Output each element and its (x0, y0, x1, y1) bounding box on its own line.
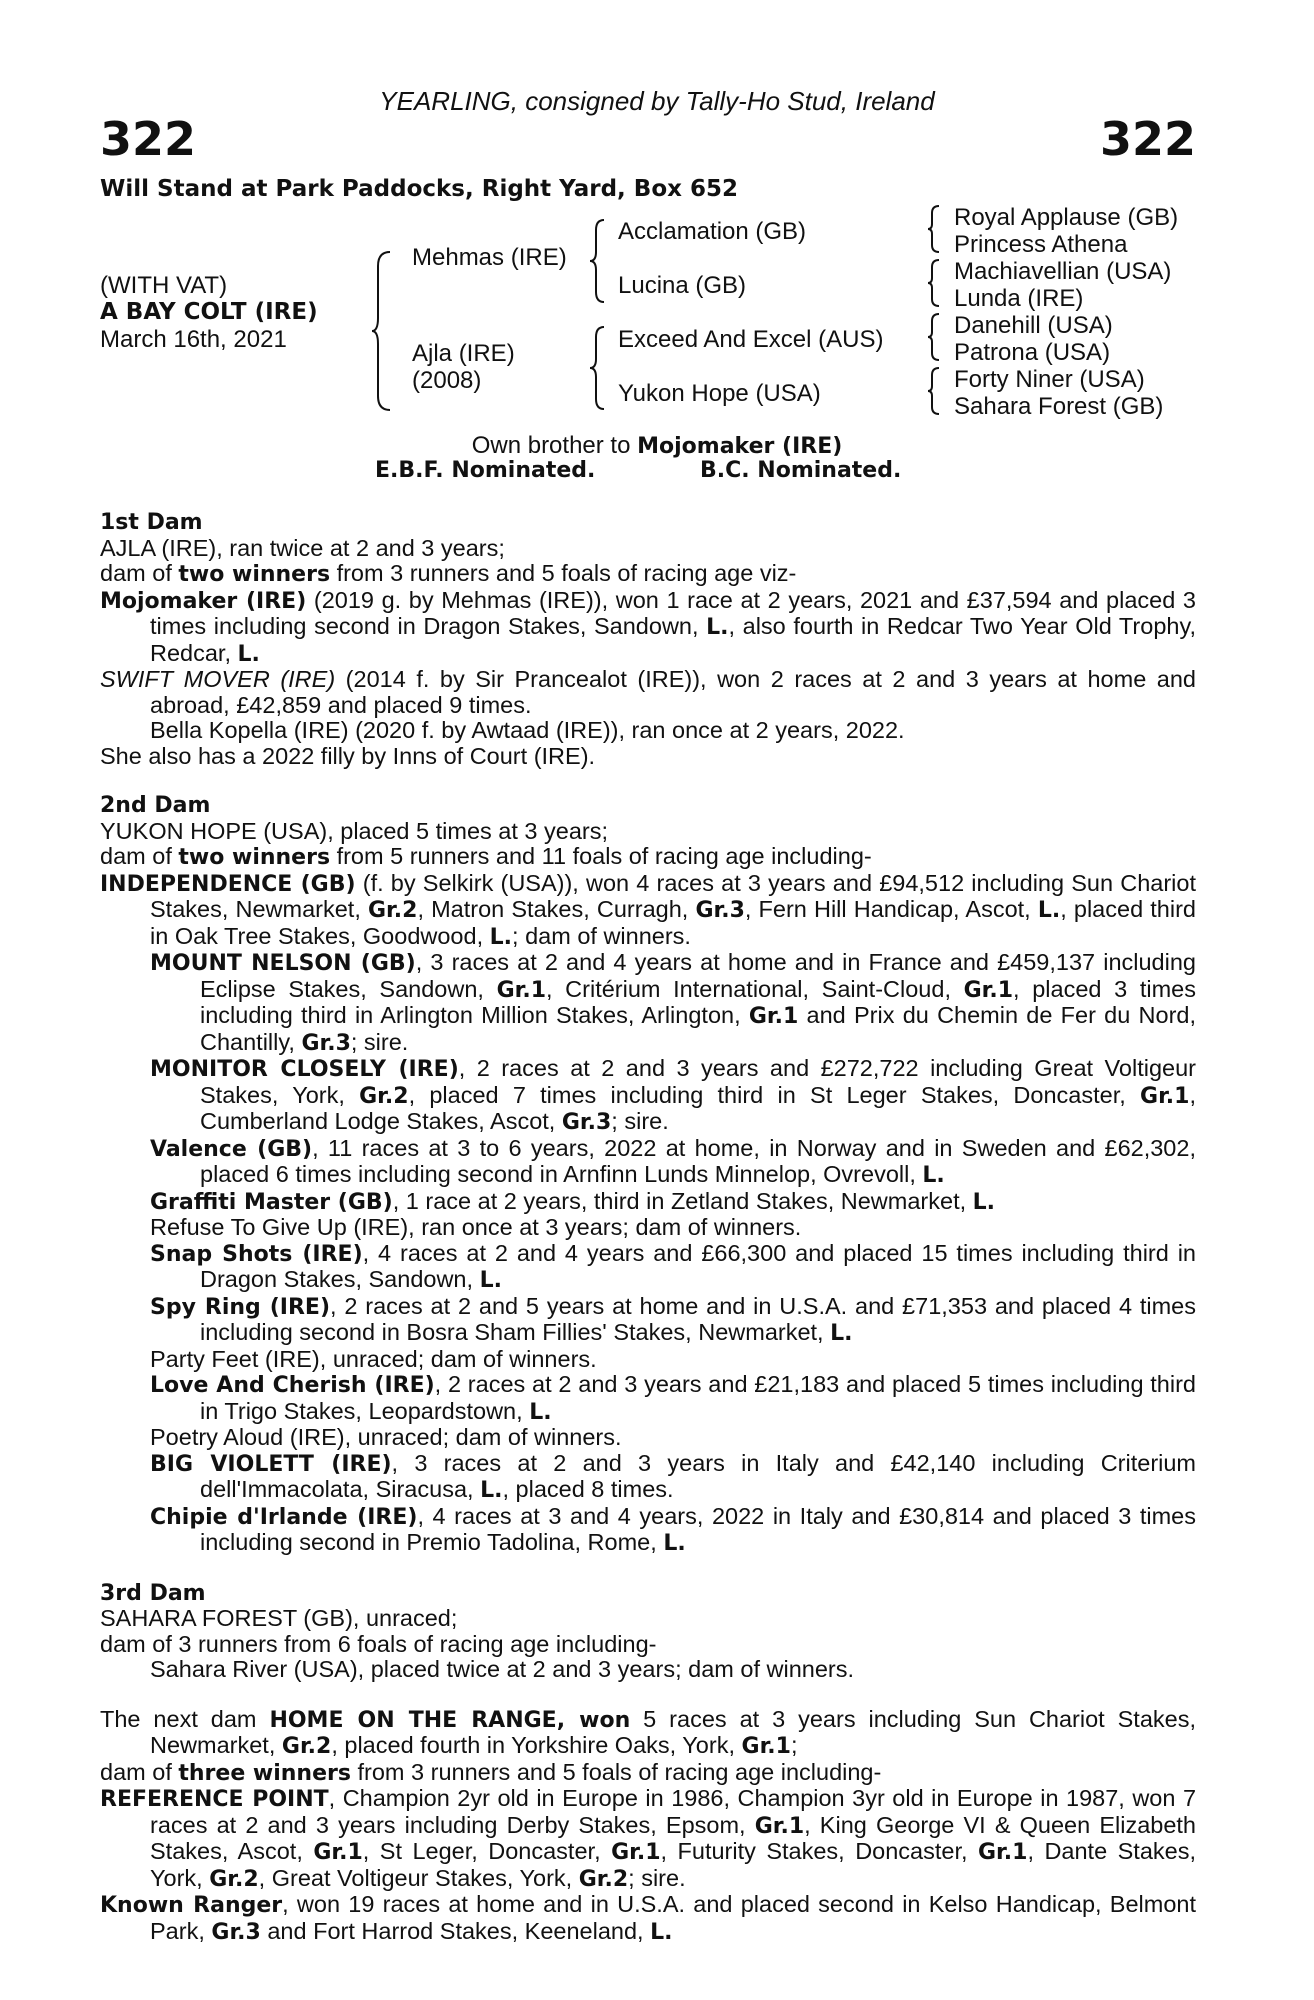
next-dam-paragraph: The next dam HOME ON THE RANGE, won 5 races at 3 years including Sun Chariot Stakes, Newmarket, Gr.2, placed fourth in Yorkshire Oaks, York, Gr.1; (100, 1705, 1197, 1759)
produce-sahara-river: Sahara River (USA), placed twice at 2 and 3 years; dam of winners. (150, 1656, 855, 1682)
produce-reference-point: REFERENCE POINT, Champion 2yr old in Europe in 1986, Champion 3yr old in Europe in 1987, won 7 races at 2 and 3 years including Derby Stakes, Epsom, Gr.1, King George VI & Queen Elizabeth Stakes, Ascot, Gr.1, St Leger, Doncaster, Gr.1, Futurity Stakes, Doncaster, Gr.1, Dante Stakes, York, Gr.2, Great Voltigeur Stakes, York, Gr.2; sire. (100, 1785, 1197, 1892)
produce-love-and-cherish: Love And Cherish (IRE), 2 races at 2 and 3 years and £21,183 and placed 5 times including third in Trigo Stakes, Leopardstown, L. (150, 1371, 1196, 1425)
catalogue-body (0, 510, 1314, 1945)
first-dam-also: She also has a 2022 filly by Inns of Court (IRE). (100, 742, 596, 769)
first-dam-heading: 1st Dam (100, 510, 203, 535)
dam-dam: Yukon Hope (USA) (618, 380, 821, 407)
produce-party-feet: Party Feet (IRE), unraced; dam of winners. (150, 1345, 597, 1372)
produce-bella-kopella: Bella Kopella (IRE) (2020 f. by Awtaad (IRE)), ran once at 2 years, 2022. (150, 717, 905, 743)
pedigree-brace-dam (588, 325, 608, 411)
stand-location: Will Stand at Park Paddocks, Right Yard, Box 652 (100, 176, 738, 202)
third-dam-line: SAHARA FOREST (GB), unraced; (100, 1605, 458, 1631)
dam-dam-sire: Forty Niner (USA) (954, 366, 1145, 393)
pedigree-brace-g1 (926, 204, 942, 254)
pedigree-brace-sire (588, 218, 608, 304)
sire-sire-dam: Princess Athena (954, 231, 1128, 258)
produce-chipie-dirlande: Chipie d'Irlande (IRE), 4 races at 3 and 4 years, 2022 in Italy and £30,814 and placed 3 times including second in Premio Tadolina, Rome, L. (150, 1502, 1196, 1556)
third-dam-heading: 3rd Dam (100, 1580, 206, 1606)
produce-mojomaker: Mojomaker (IRE) (2019 g. by Mehmas (IRE)), won 1 race at 2 years, 2021 and £37,594 and placed 3 times including second in Dragon Stakes, Sandown, L., also fourth in Redcar Two Year Old Trophy, Redcar, L. (100, 586, 1196, 667)
dam-sire-dam: Patrona (USA) (954, 339, 1111, 366)
sire-dam-dam: Lunda (IRE) (954, 285, 1084, 312)
lot-subject-name: A BAY COLT (IRE) (100, 299, 318, 325)
sire-sire-sire: Royal Applause (GB) (954, 204, 1179, 231)
produce-spy-ring: Spy Ring (IRE), 2 races at 2 and 5 years at home and in U.S.A. and £71,353 and placed 4 times including second in Bosra Sham Fillies' Stakes, Newmarket, L. (150, 1292, 1196, 1346)
consignment-line: YEARLING, consigned by Tally-Ho Stud, Ireland (379, 86, 935, 116)
sire-dam-sire: Machiavellian (USA) (954, 258, 1172, 285)
dam-dam-dam: Sahara Forest (GB) (954, 393, 1164, 420)
sire-dam: Lucina (GB) (618, 272, 747, 299)
second-dam-produce-summary: dam of two winners from 5 runners and 11 foals of racing age including- (100, 843, 872, 870)
produce-known-ranger: Known Ranger, won 19 races at home and in U.S.A. and placed second in Kelso Handicap, Belmont Park, Gr.3 and Fort Harrod Stakes, Keeneland, L. (100, 1891, 1196, 1945)
next-dam-produce-summary: dam of three winners from 3 runners and 5 foals of racing age including- (100, 1758, 882, 1786)
produce-snap-shots: Snap Shots (IRE), 4 races at 2 and 4 years and £66,300 and placed 15 times including third in Dragon Stakes, Sandown, L. (150, 1239, 1196, 1293)
pedigree-brace-g4 (926, 366, 942, 416)
nomination-ebf: E.B.F. Nominated. (375, 458, 596, 483)
produce-graffiti-master: Graffiti Master (GB), 1 race at 2 years, third in Zetland Stakes, Newmarket, L. (150, 1187, 996, 1215)
produce-mount-nelson: MOUNT NELSON (GB), 3 races at 2 and 4 years at home and in France and £459,137 including Eclipse Stakes, Sandown, Gr.1, Critérium International, Saint-Cloud, Gr.1, placed 3 times including third in Arlington Million Stakes, Arlington, Gr.1 and Prix du Chemin de Fer du Nord, Chantilly, Gr.3; sire. (150, 949, 1197, 1056)
nomination-bc: B.C. Nominated. (700, 458, 902, 483)
produce-valence: Valence (GB), 11 races at 3 to 6 years, 2022 at home, in Norway and in Sweden and £62,302, placed 6 times including second in Arnfinn Lunds Minnelop, Ovrevoll, L. (150, 1134, 1196, 1188)
dam-sire-sire: Danehill (USA) (954, 312, 1113, 339)
produce-independence: INDEPENDENCE (GB) (f. by Selkirk (USA)), won 4 races at 3 years and £94,512 including Sun Chariot Stakes, Newmarket, Gr.2, Matron Stakes, Curragh, Gr.3, Fern Hill Handicap, Ascot, L., placed third in Oak Tree Stakes, Goodwood, L.; dam of winners. (100, 869, 1196, 950)
second-dam-heading: 2nd Dam (100, 793, 211, 818)
second-dam-line: YUKON HOPE (USA), placed 5 times at 3 years; (100, 817, 609, 844)
produce-poetry-aloud: Poetry Aloud (IRE), unraced; dam of winners. (150, 1424, 622, 1450)
dam-sire: Exceed And Excel (AUS) (618, 326, 884, 353)
produce-refuse-to-give-up: Refuse To Give Up (IRE), ran once at 3 years; dam of winners. (150, 1214, 802, 1240)
first-dam-line: AJLA (IRE), ran twice at 2 and 3 years; (100, 534, 505, 561)
own-brother-note: Own brother to Mojomaker (IRE) (471, 432, 843, 459)
first-dam-produce-summary: dam of two winners from 3 runners and 5 foals of racing age viz- (100, 560, 797, 587)
pedigree-brace-main (370, 250, 394, 412)
lot-number-right: 322 (1099, 112, 1196, 166)
pedigree-brace-g3 (926, 312, 942, 362)
dam-year: (2008) (412, 367, 482, 394)
produce-big-violett: BIG VIOLETT (IRE), 3 races at 2 and 3 years in Italy and £42,140 including Criterium dell'Immacolata, Siracusa, L., placed 8 times. (150, 1449, 1197, 1503)
produce-swift-mover: SWIFT MOVER (IRE) (2014 f. by Sir Prancealot (IRE)), won 2 races at 2 and 3 years at home and abroad, £42,859 and placed 9 times. (100, 666, 1197, 718)
own-brother-name: Mojomaker (IRE) (637, 434, 843, 459)
third-dam-produce-summary: dam of 3 runners from 6 foals of racing age including- (100, 1630, 657, 1657)
foaling-date: March 16th, 2021 (100, 326, 287, 353)
vat-note: (WITH VAT) (100, 272, 228, 299)
produce-monitor-closely: MONITOR CLOSELY (IRE), 2 races at 2 and 3 years and £272,722 including Great Voltigeur Stakes, York, Gr.2, placed 7 times including third in St Leger Stakes, Doncaster, Gr.1, Cumberland Lodge Stakes, Ascot, Gr.3; sire. (150, 1055, 1196, 1135)
lot-number-left: 322 (100, 112, 197, 166)
sire-sire: Acclamation (GB) (618, 218, 807, 245)
dam-name: Ajla (IRE) (412, 340, 515, 367)
pedigree-brace-g2 (926, 258, 942, 308)
sire-name: Mehmas (IRE) (412, 244, 567, 271)
